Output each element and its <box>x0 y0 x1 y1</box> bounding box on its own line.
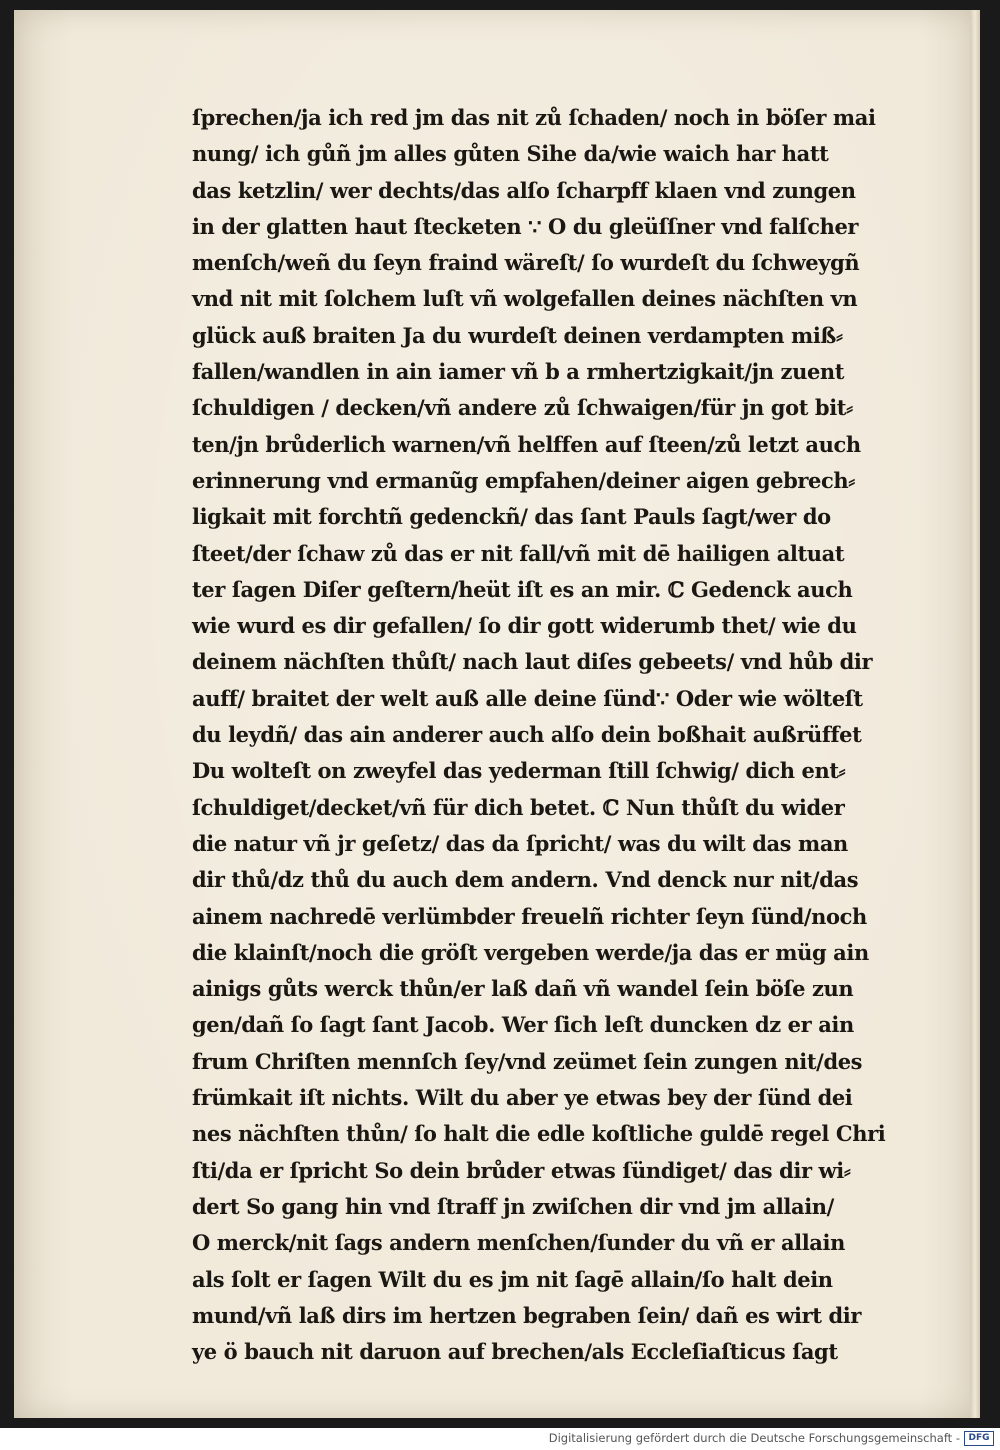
funding-credit: Digitalisierung gefördert durch die Deutsche Forschungsgemeinschaft - <box>548 1431 960 1445</box>
text-line: die natur vñ jr geſetz/ das da ſpricht/ was du wilt das man <box>192 830 848 856</box>
text-line: ainem nachredē verlümbder freuelñ richter ſeyn ſünd/noch <box>192 903 867 929</box>
text-line: auff/ braitet der welt auß alle deine ſünd∵ Oder wie wölteſt <box>192 685 863 711</box>
text-line: Du wolteſt on zweyfel das yederman ſtill ſchwig/ dich ent⸗ <box>192 758 846 784</box>
text-line: frümkait iſt nichts. Wilt du aber ye etwas bey der ſünd dei <box>192 1085 853 1111</box>
text-line: ſti/da er ſpricht So dein brůder etwas ſündiget/ das dir wi⸗ <box>192 1157 851 1183</box>
text-line: ainigs gůts werck thůn/er laß dañ vñ wandel ſein böſe zun <box>192 976 854 1002</box>
text-line: die klainſt/noch die gröſt vergeben werde/ja das er müg ain <box>192 939 869 965</box>
text-line: ſchuldigen / decken/vñ andere zů ſchwaigen/für jn got bit⸗ <box>192 395 853 421</box>
text-line: menſch/weñ du ſeyn fraind wäreſt/ ſo wurdeſt du ſchweygñ <box>192 250 860 276</box>
text-line: dert So gang hin vnd ſtraff jn zwiſchen dir vnd jm allain/ <box>192 1193 834 1219</box>
text-line: fallen/wandlen in ain iamer vñ b a rmhertzigkait/jn zuent <box>192 359 845 385</box>
text-line: glück auß braiten Ja du wurdeſt deinen verdampten miß⸗ <box>192 322 843 348</box>
text-line: ye ö bauch nit daruon auf brechen/als Eccleſiaſticus ſagt <box>192 1339 838 1365</box>
text-line: ter ſagen Diſer geſtern/heüt iſt es an mir. ℂ Gedenck auch <box>192 576 853 602</box>
page-text-block <box>192 100 952 1370</box>
text-line: das ketzlin/ wer dechts/das alſo ſcharpff klaen vnd zungen <box>192 177 856 203</box>
text-line: erinnerung vnd ermanũg empfahen/deiner aigen gebrech⸗ <box>192 467 855 493</box>
text-line: frum Chriſten mennſch ſey/vnd zeümet ſein zungen nit/des <box>192 1048 863 1074</box>
text-line: ſprechen/ja ich red jm das nit zů ſchaden/ noch in böſer mai <box>192 105 876 130</box>
text-line: ten/jn brůderlich warnen/vñ helffen auf ſteen/zů letzt auch <box>192 431 861 457</box>
book-page <box>14 10 980 1418</box>
text-line: du leydñ/ das ain anderer auch alſo dein boßhait außrüffet <box>192 722 862 748</box>
text-line: mund/vñ laß dirs im hertzen begraben ſein/ dañ es wirt dir <box>192 1302 862 1328</box>
text-line: in der glatten haut ſtecketen ∵ O du gleüſſner vnd falſcher <box>192 213 859 239</box>
text-line: O merck/nit ſags andern menſchen/ſunder du vñ er allain <box>192 1230 845 1256</box>
text-line: nes nächſten thůn/ ſo halt die edle koſtliche guldē regel Chri <box>192 1121 886 1147</box>
text-line: wie wurd es dir gefallen/ ſo dir gott widerumb thet/ wie du <box>192 613 857 639</box>
text-line: gen/dañ ſo ſagt ſant Jacob. Wer ſich leſt duncken dz er ain <box>192 1012 854 1038</box>
text-line: dir thů/dz thů du auch dem andern. Vnd denck nur nit/das <box>192 867 859 893</box>
text-line: vnd nit mit ſolchem luſt vñ wolgefallen deines nächſten vn <box>192 286 858 312</box>
text-line: als ſolt er ſagen Wilt du es jm nit ſagē allain/ſo halt dein <box>192 1266 833 1292</box>
dfg-logo: DFG <box>964 1431 994 1446</box>
text-line: ligkait mit forchtñ gedenckñ/ das ſant Pauls ſagt/wer do <box>192 504 831 530</box>
text-line: ſchuldiget/decket/vñ für dich betet. ℂ Nun thůſt du wider <box>192 794 845 820</box>
text-line: deinem nächſten thůſt/ nach laut diſes gebeets/ vnd hůb dir <box>192 649 873 675</box>
digitization-footer <box>0 1428 1000 1450</box>
text-line: ſteet/der ſchaw zů das er nit fall/vñ mit dē hailigen altuat <box>192 540 845 566</box>
text-line: nung/ ich gůñ jm alles gůten Sihe da/wie waich har hatt <box>192 141 829 167</box>
page-edge <box>970 10 980 1418</box>
